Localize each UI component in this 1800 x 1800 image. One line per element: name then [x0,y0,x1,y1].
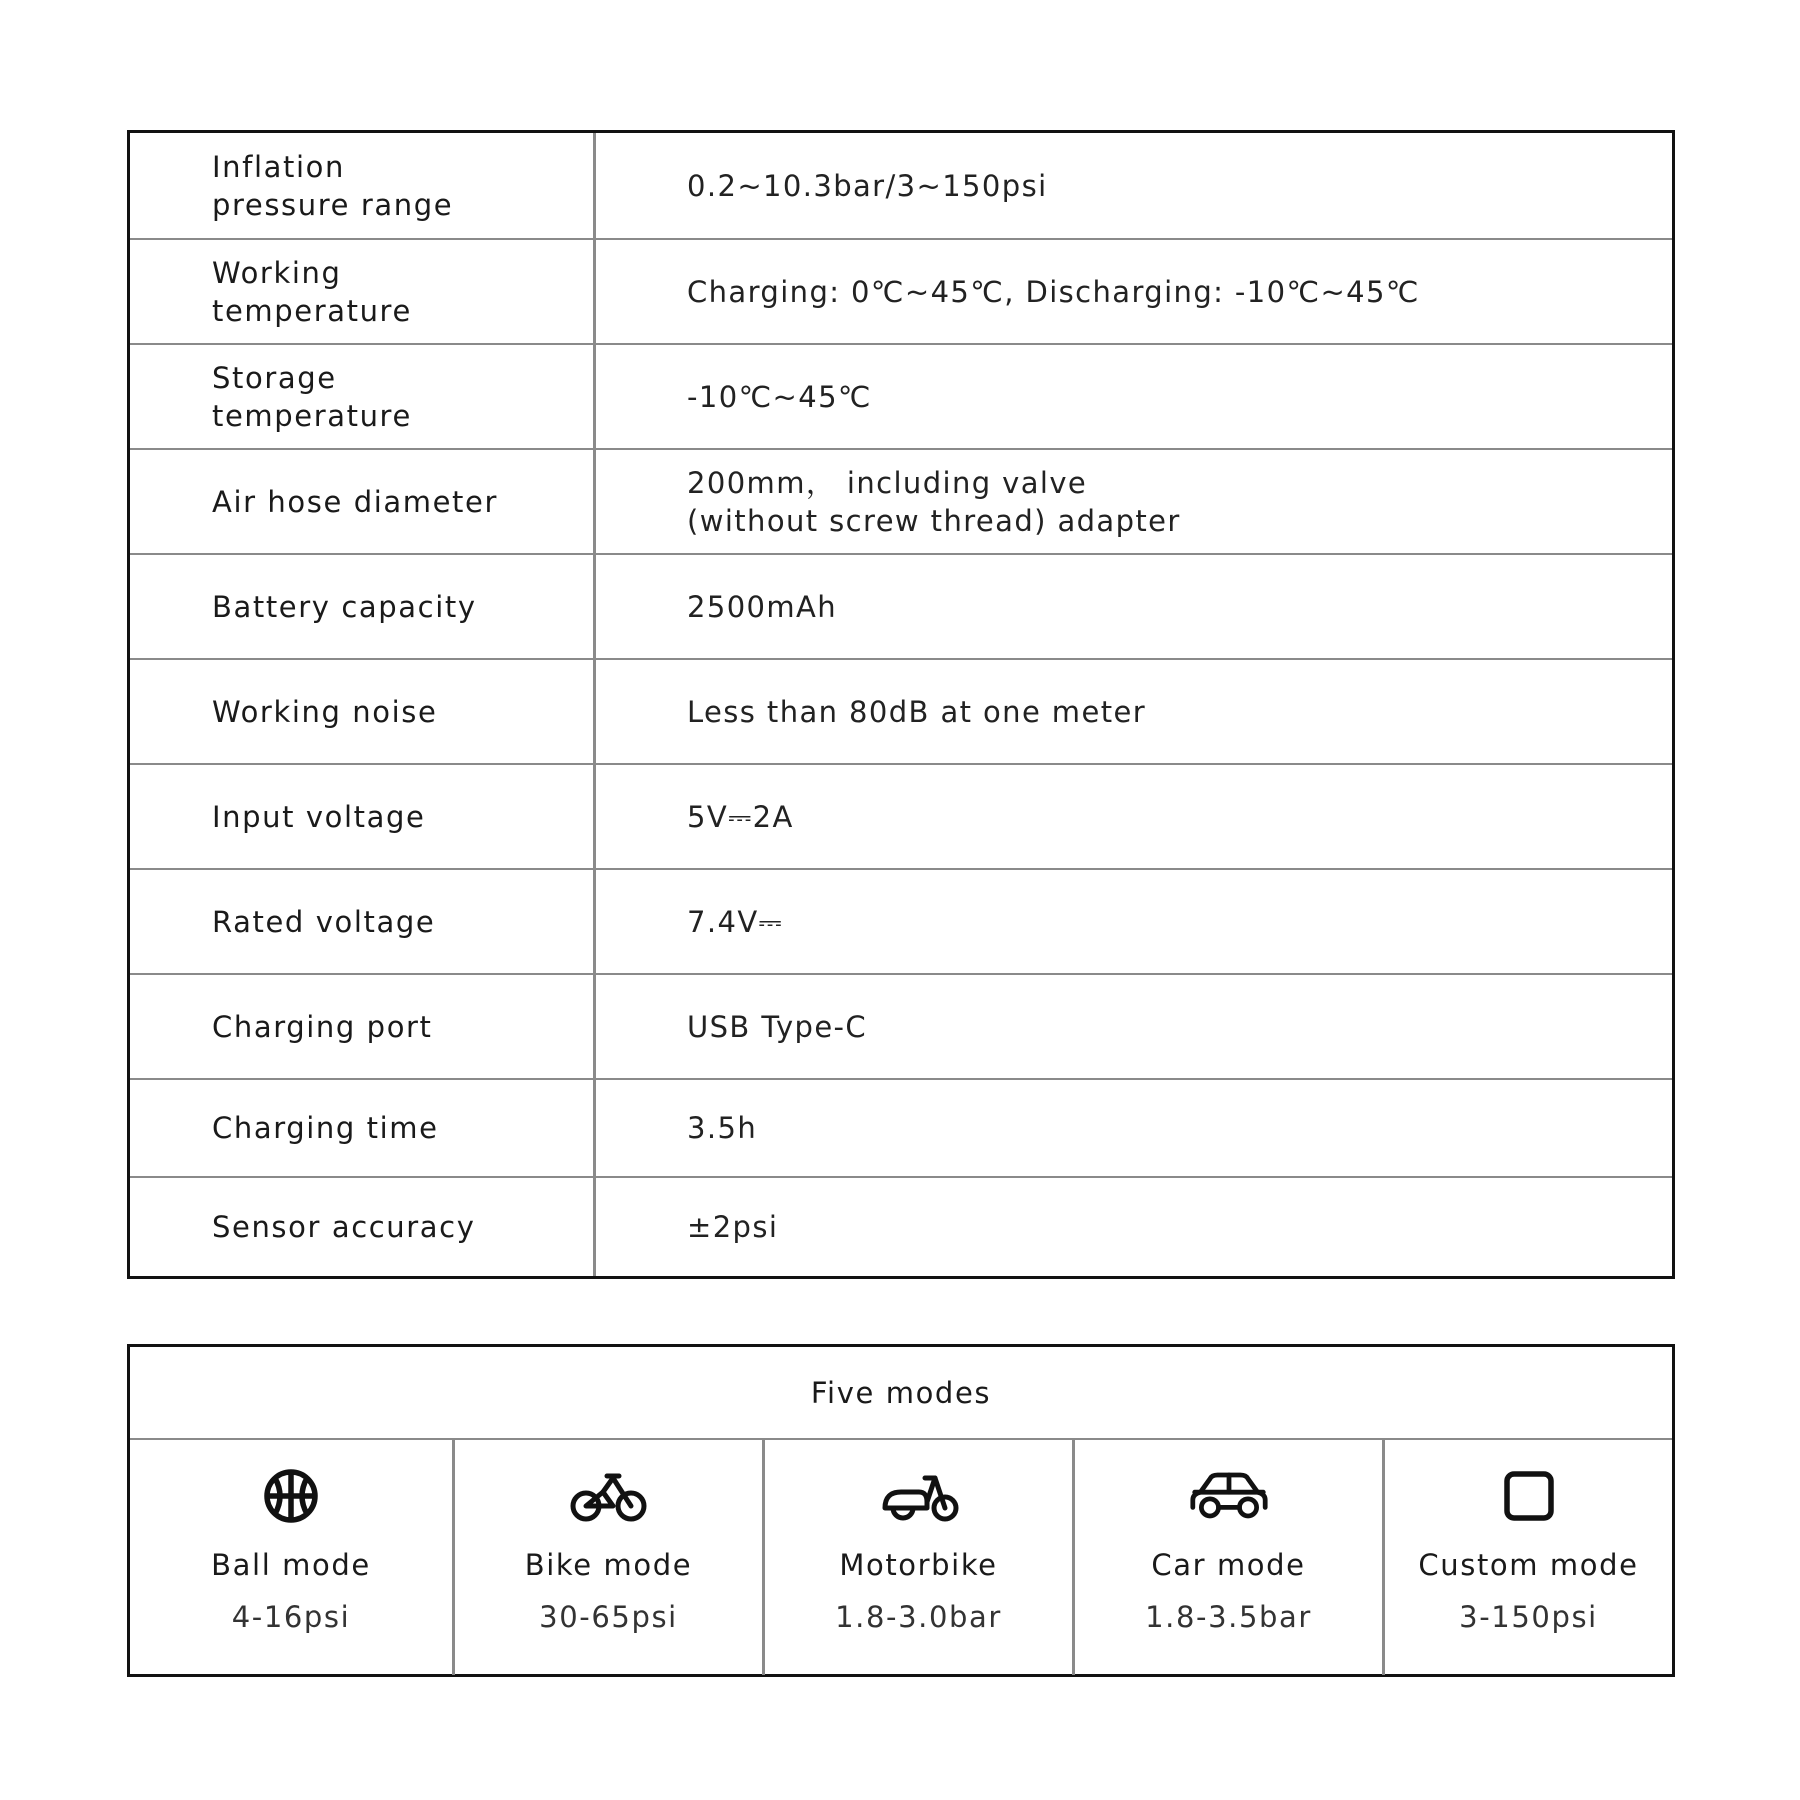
spec-row-storage-temperature [130,345,1672,450]
spec-row-charging-port [130,975,1672,1080]
spec-row-working-noise [130,660,1672,765]
spec-row-rated-voltage [130,870,1672,975]
spec-label: Inflation pressure range [130,133,596,238]
spec-row-battery-capacity [130,555,1672,660]
modes-table [127,1344,1675,1677]
spec-value: 0.2~10.3bar/3~150psi [687,168,1048,203]
spec-value: Charging: 0℃~45℃, Discharging: -10℃~45℃ [687,274,1420,309]
spec-label: Working noise [130,660,596,763]
spec-value: 3.5h [687,1111,758,1145]
spec-row-input-voltage [130,765,1672,870]
mode-motorbike [765,1440,1075,1675]
spec-label: Storage temperature [130,345,596,448]
spec-value: 5V⎓2A [687,799,794,834]
spec-label: Charging time [130,1080,596,1176]
spec-value: -10℃~45℃ [687,379,872,414]
spec-value: 7.4V⎓ [687,904,784,939]
spec-value: 200mm， including valve (without screw thread) adapter [687,465,1181,538]
mode-car [1075,1440,1385,1675]
mode-range: 4-16psi [231,1600,351,1634]
spec-label: Working temperature [130,240,596,343]
spec-row-air-hose-diameter [130,450,1672,555]
ball-icon [251,1466,331,1526]
mode-custom [1385,1440,1672,1675]
mode-range: 30-65psi [539,1600,678,1634]
mode-range: 1.8-3.0bar [835,1600,1002,1634]
spec-label: Input voltage [130,765,596,868]
spec-label: Battery capacity [130,555,596,658]
mode-range: 1.8-3.5bar [1145,1600,1312,1634]
spec-row-charging-time [130,1080,1672,1178]
spec-row-inflation-pressure [130,133,1672,240]
spec-label: Air hose diameter [130,450,596,553]
mode-name: Bike mode [524,1548,693,1582]
modes-title: Five modes [130,1347,1672,1440]
spec-label: Sensor accuracy [130,1178,596,1276]
mode-range: 3-150psi [1459,1600,1598,1634]
mode-name: Ball mode [211,1548,371,1582]
spec-value: ±2psi [687,1210,779,1244]
spec-label: Charging port [130,975,596,1078]
custom-icon [1489,1466,1569,1526]
spec-row-working-temperature [130,240,1672,345]
mode-name: Car mode [1151,1548,1306,1582]
modes-row [130,1440,1672,1675]
spec-value: USB Type-C [687,1009,868,1044]
motorbike-icon [879,1466,959,1526]
specifications-table [127,130,1675,1279]
spec-label: Rated voltage [130,870,596,973]
bike-icon [569,1466,649,1526]
car-icon [1189,1466,1269,1526]
mode-name: Custom mode [1418,1548,1639,1582]
spec-row-sensor-accuracy [130,1178,1672,1276]
spec-value: Less than 80dB at one meter [687,694,1147,729]
spec-value: 2500mAh [687,589,838,624]
mode-ball [130,1440,455,1675]
mode-name: Motorbike [839,1548,998,1582]
mode-bike [455,1440,765,1675]
